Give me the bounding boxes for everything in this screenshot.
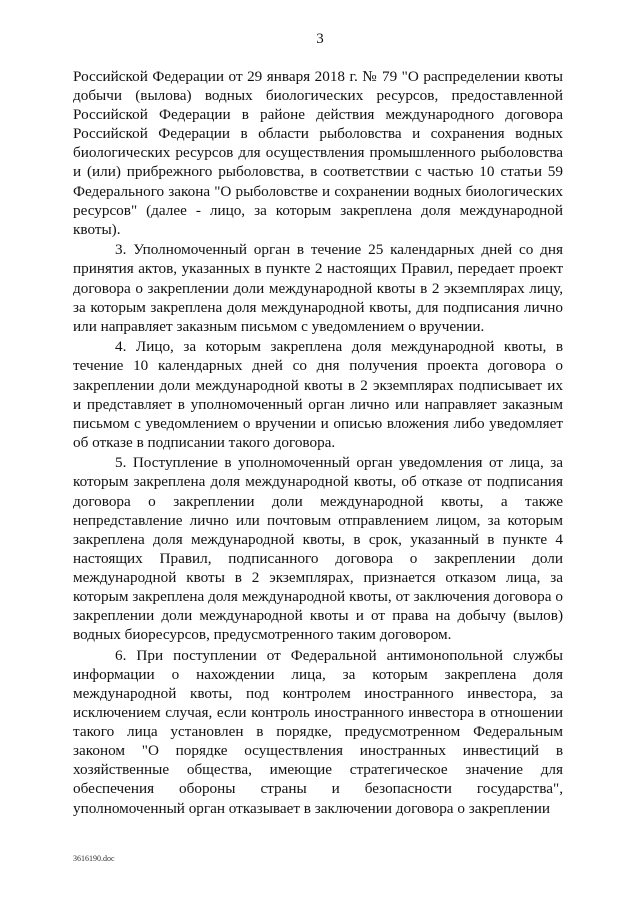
paragraph-item-3: 3. Уполномоченный орган в течение 25 календарных дней со дня принятия актов, указанных в пункте 2 настоящих Правил, передает проект договора о закреплении доли международной квоты в 2 экземплярах лицу, за которым закреплена доля международной квоты, для подписания лично или направляет заказным письмом с уведомлением о вручении. [73,241,563,335]
paragraph-item-6: 6. При поступлении от Федеральной антимонопольной службы информации о нахождении лица, за которым закреплена доля международной квоты, под контролем иностранного инвестора, за исключением случая, если контроль иностранного инвестора в отношении такого лица установлен в порядке, предусмотренном Федеральным законом "О порядке осуществления иностранных инвестиций в хозяйственные общества, имеющие стратегическое значение для обеспечения обороны страны и безопасности государства", уполномоченный орган отказывает в заключении договора о закреплении [73,646,563,817]
paragraph-continuation: Российской Федерации от 29 января 2018 г. № 79 "О распределении квоты добычи (вылова) водных биологических ресурсов, предоставленной Российской Федерации в районе действия международного договора Российской Федерации в области рыболовства и сохранения водных биологических ресурсов для осуществления промышленного рыболовства и (или) прибрежного рыболовства, в соответствии с частью 10 статьи 59 Федерального закона "О рыболовстве и сохранении водных биологических ресурсов" (далее - лицо, за которым закреплена доля международной квоты). [73,68,563,238]
document-body [73,67,563,819]
document-file-code: 3616190.doc [73,854,115,863]
paragraph-item-5: 5. Поступление в уполномоченный орган уведомления от лица, за которым закреплена доля международной квоты, об отказе от подписания договора о закреплении доли международной квоты, а также непредставление лично или почтовым отправлением лицом, за которым закреплена доля международной квоты, в срок, указанный в пункте 4 настоящих Правил, подписанного договора о закреплении доли международной квоты в 2 экземплярах, признается отказом лица, за которым закреплена доля международной квоты, от заключения договора о закреплении доли международной квоты и от права на добычу (вылов) водных биоресурсов, предусмотренного таким договором. [73,454,563,644]
paragraph-item-4: 4. Лицо, за которым закреплена доля международной квоты, в течение 10 календарных дней со дня получения проекта договора о закреплении доли международной квоты в 2 экземплярах подписывает их и представляет в уполномоченный орган лично или направляет заказным письмом с уведомлением о вручении и описью вложения либо уведомляет об отказе в подписании такого договора. [73,338,563,451]
page-number: 3 [316,31,324,47]
